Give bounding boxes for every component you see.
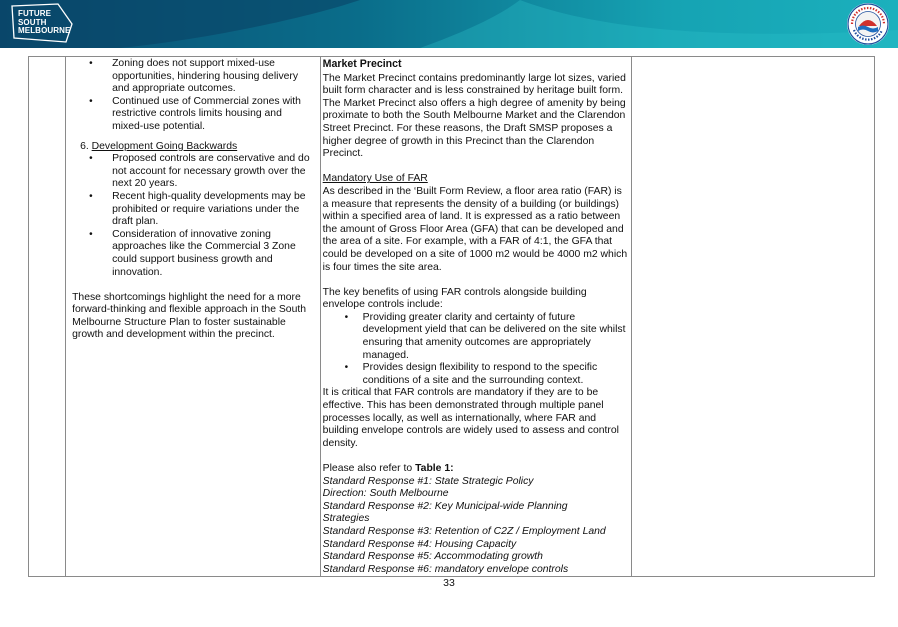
banner-wave-graphic: [0, 0, 898, 48]
refer-line: [323, 463, 628, 476]
bullet-text: Recent high-quality developments may be prohibited or require variations under the draft plan.: [112, 190, 306, 228]
header-banner: [0, 0, 898, 48]
bullet-list: [72, 58, 314, 134]
list-item: [72, 58, 314, 96]
bullet-icon: •: [344, 311, 349, 323]
response-cell: [320, 57, 632, 577]
bullet-icon: •: [89, 95, 93, 107]
closing-paragraph: These shortcomings highlight the need for a more forward-thinking and flexible approach in the South Melbourne Structure Plan to foster sustainable growth and development within the precinct.: [72, 291, 307, 341]
empty-cell: [29, 57, 66, 577]
paragraph: The Market Precinct contains predominantly large lot sizes, varied built form character and is less constrained by heritage built form. The Market Precinct also offers a high degree of amenity by being proximate to both the South Melbourne Market and the Clarendon Street Precinct. For these reasons, the Draft SMSP proposes a higher degree of growth in this Precinct than the Clarendon Precinct.: [322, 72, 626, 160]
logo-line: SOUTH: [18, 17, 47, 27]
bullet-icon: •: [344, 362, 349, 374]
bullet-icon: •: [89, 228, 93, 240]
city-of-port-phillip-seal-icon: [846, 2, 890, 46]
page-number: 33: [443, 577, 455, 589]
paragraph: The key benefits of using FAR controls alongside building envelope controls include:: [322, 286, 587, 311]
subheading: Mandatory Use of FAR: [322, 173, 428, 185]
reference-item: Direction: South Melbourne: [322, 488, 449, 500]
bullet-text: Proposed controls are conservative and do not account for necessary growth over the next 20 years.: [112, 153, 310, 190]
reference-item: Standard Response #6: mandatory envelope controls: [322, 563, 569, 575]
bullet-icon: •: [89, 153, 93, 165]
bullet-list: [72, 153, 314, 279]
bullet-icon: •: [89, 190, 93, 202]
refer-table-label: Table 1:: [415, 463, 454, 474]
section-heading: Market Precinct: [322, 58, 402, 70]
list-item: [323, 312, 628, 362]
table-row: [29, 57, 875, 577]
submission-issues-cell: [66, 57, 321, 577]
list-item: [72, 229, 314, 279]
reference-item: Standard Response #5: Accommodating growth: [322, 551, 543, 563]
bullet-text: Zoning does not support mixed-use opportunities, hindering housing delivery and appropriate outcomes.: [112, 58, 299, 95]
paragraph: As described in the ‘Built Form Review, a floor area ratio (FAR) is a measure that represents the density of a building (or buildings) within a specified area of land. It is expressed as a ratio between the amount of Gross Floor Area (GFA) that can be developed and the area of a site. For example, with a FAR of 4:1, the GFA that could be developed on a site of 1000 m2 would be 4000 m2 which is four times the site area.: [322, 185, 628, 273]
bullet-icon: •: [89, 58, 93, 69]
empty-cell: [632, 57, 875, 577]
reference-item: Standard Response #2: Key Municipal-wide Planning: [322, 500, 568, 512]
submission-table: [28, 56, 875, 577]
list-item: [72, 191, 314, 229]
bullet-text: Provides design flexibility to respond to the specific conditions of a site and the surrounding context.: [362, 362, 598, 386]
logo-line: FUTURE: [18, 9, 52, 18]
bullet-text: Consideration of innovative zoning approaches like the Commercial 3 Zone could support business growth and innovation.: [112, 228, 296, 278]
paragraph: It is critical that FAR controls are mandatory if they are to be effective. This has been demonstrated through multiple panel processes locally, as well as internationally, where FAR and building envelope controls are widely used to assess and control density.: [322, 387, 619, 449]
reference-item: Standard Response #4: Housing Capacity: [322, 538, 517, 550]
bullet-text: Providing greater clarity and certainty of future development yield that can be delivered on the site whilst ensuring that amenity outcomes are appropriately managed.: [362, 311, 626, 361]
heading-number: 6.: [80, 140, 89, 152]
list-item: [323, 362, 628, 387]
reference-item: Standard Response #3: Retention of C2Z / Employment Land: [322, 525, 606, 537]
reference-item: Strategies: [322, 513, 370, 525]
future-south-melbourne-logo: [18, 10, 70, 36]
bullet-text: Continued use of Commercial zones with restrictive controls limits housing and mixed-use potential.: [112, 95, 301, 132]
list-item: [72, 153, 314, 191]
heading-title: Development Going Backwards: [91, 140, 238, 152]
reference-item: Standard Response #1: State Strategic Policy: [322, 475, 534, 487]
list-item: [72, 96, 314, 134]
bullet-list: [323, 312, 628, 388]
refer-prefix: Please also refer to: [322, 463, 416, 474]
logo-line: MELBOURNE: [18, 26, 71, 35]
numbered-heading: [72, 141, 314, 154]
